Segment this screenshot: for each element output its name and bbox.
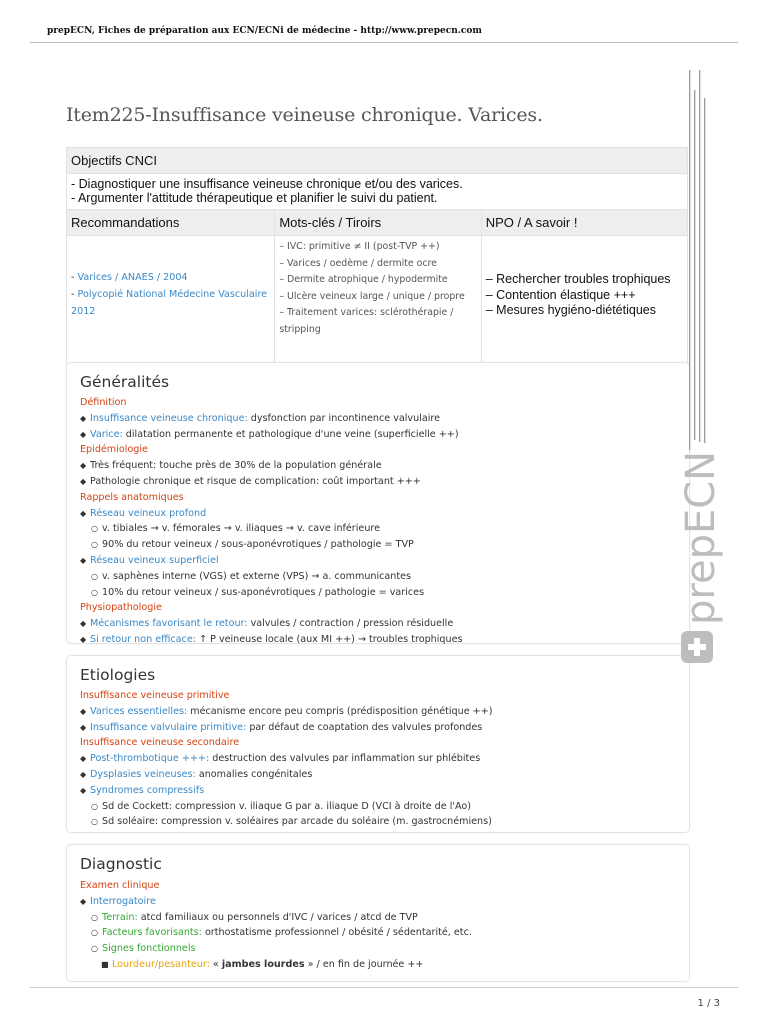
section-diagnostic bbox=[66, 844, 690, 982]
diamond-bullet-icon: ◆ bbox=[80, 619, 87, 629]
item-term: Mécanismes favorisant le retour: bbox=[90, 618, 248, 630]
diamond-bullet-icon: ◆ bbox=[80, 555, 87, 565]
diamond-bullet-icon: ◆ bbox=[80, 785, 87, 795]
item-text: ↑ P veineuse locale (aux MI ++) → troubles trophiques bbox=[195, 633, 463, 645]
item-text: Très fréquent: touche près de 30% de la population générale bbox=[90, 460, 382, 472]
list-item bbox=[80, 894, 472, 910]
item-text: v. tibiales → v. fémorales → v. iliaques → v. cave inférieure bbox=[102, 523, 381, 535]
legal-fine-print bbox=[686, 70, 712, 450]
item-term: Insuffisance veineuse chronique: bbox=[90, 412, 248, 424]
item-text: Sd soléaire: compression v. soléaires par arcade du soléaire (m. gastrocnémiens) bbox=[102, 816, 492, 828]
circle-bullet-icon: ○ bbox=[91, 801, 98, 811]
footer-divider bbox=[30, 987, 738, 988]
recommendations-cell bbox=[67, 236, 275, 364]
item-text: » / en fin de journée ++ bbox=[304, 958, 424, 970]
item-term: Lourdeur/pesanteur: bbox=[112, 958, 210, 970]
item-term: Réseau veineux profond bbox=[90, 507, 207, 519]
diamond-bullet-icon: ◆ bbox=[80, 754, 87, 764]
list-item bbox=[80, 458, 462, 474]
list-item bbox=[80, 506, 462, 522]
item-text: Pathologie chronique et risque de complication: coût important +++ bbox=[90, 475, 421, 487]
item-term: Réseau veineux superficiel bbox=[90, 554, 219, 566]
category-heading: Insuffisance veineuse secondaire bbox=[80, 737, 240, 749]
circle-bullet-icon: ○ bbox=[91, 540, 98, 550]
list-item bbox=[80, 783, 493, 799]
item-text: v. saphènes interne (VGS) et externe (VPS) → a. communicantes bbox=[102, 570, 412, 582]
list-item bbox=[80, 521, 462, 537]
list-item bbox=[80, 941, 472, 957]
logo-cross-icon bbox=[681, 631, 713, 663]
section-title: Diagnostic bbox=[80, 855, 162, 873]
list-item bbox=[80, 427, 462, 443]
list-item bbox=[80, 474, 462, 490]
list-item bbox=[80, 704, 493, 720]
item-term: Insuffisance valvulaire primitive: bbox=[90, 721, 247, 733]
list-item bbox=[80, 799, 493, 815]
item-term: Syndromes compressifs bbox=[90, 784, 205, 796]
npo-line: – Contention élastique +++ bbox=[485, 287, 636, 302]
list-item bbox=[80, 411, 462, 427]
item-text: valvules / contraction / pression résiduelle bbox=[247, 618, 454, 630]
item-term: Interrogatoire bbox=[90, 895, 156, 907]
item-term: Signes fonctionnels bbox=[102, 943, 196, 955]
diamond-bullet-icon: ◆ bbox=[80, 706, 87, 716]
item-text: par défaut de coaptation des valvules profondes bbox=[246, 721, 483, 733]
diamond-bullet-icon: ◆ bbox=[80, 461, 87, 471]
diamond-bullet-icon: ◆ bbox=[80, 413, 87, 423]
keyword-line: – IVC: primitive ≠ II (post-TVP ++) bbox=[279, 241, 440, 252]
circle-bullet-icon: ○ bbox=[91, 587, 98, 597]
item-text: anomalies congénitales bbox=[195, 768, 313, 780]
diamond-bullet-icon: ◆ bbox=[80, 429, 87, 439]
objectives-header: Objectifs CNCI bbox=[67, 148, 688, 174]
item-text: atcd familiaux ou personnels d'IVC / varices / atcd de TVP bbox=[137, 911, 418, 923]
item-term: Terrain: bbox=[102, 911, 138, 923]
objective-line: - Argumenter l'attitude thérapeutique et planifier le suivi du patient. bbox=[71, 190, 438, 205]
item-text: « bbox=[209, 958, 222, 970]
circle-bullet-icon: ○ bbox=[91, 944, 98, 954]
list-item bbox=[80, 910, 472, 926]
header-divider bbox=[30, 42, 738, 43]
list-item bbox=[80, 553, 462, 569]
category-heading: Rappels anatomiques bbox=[80, 491, 184, 503]
item-text: 10% du retour veineux / sus-aponévrotiques / pathologie = varices bbox=[102, 586, 425, 598]
recommendation-item: - Polycopié National Médecine Vasculaire 2012 bbox=[71, 289, 268, 317]
item-text: orthostatisme professionnel / obésité / sédentarité, etc. bbox=[201, 927, 472, 939]
item-term: Post-thrombotique +++: bbox=[90, 753, 210, 765]
category-heading: Examen clinique bbox=[80, 880, 160, 891]
circle-bullet-icon: ○ bbox=[91, 912, 98, 922]
list-item bbox=[80, 616, 462, 632]
section-title: Etiologies bbox=[80, 666, 156, 684]
col-header-npo: NPO / A savoir ! bbox=[481, 210, 687, 236]
list-item bbox=[80, 957, 472, 973]
col-header-recommandations: Recommandations bbox=[67, 210, 275, 236]
item-text: 90% du retour veineux / sous-aponévrotiques / pathologie = TVP bbox=[102, 539, 414, 551]
diamond-bullet-icon: ◆ bbox=[80, 769, 87, 779]
circle-bullet-icon: ○ bbox=[91, 524, 98, 534]
list-item bbox=[80, 632, 462, 648]
list-item bbox=[80, 720, 493, 736]
circle-bullet-icon: ○ bbox=[91, 817, 98, 827]
keywords-cell bbox=[275, 236, 481, 364]
item-term: Varice: bbox=[90, 428, 123, 440]
col-header-mots-cles: Mots-clés / Tiroirs bbox=[275, 210, 481, 236]
diamond-bullet-icon: ◆ bbox=[80, 476, 87, 486]
keyword-line: – Ulcère veineux large / unique / propre bbox=[279, 290, 465, 302]
list-item bbox=[80, 585, 462, 601]
square-bullet-icon: ■ bbox=[101, 959, 109, 969]
section-title: Généralités bbox=[80, 373, 170, 391]
diamond-bullet-icon: ◆ bbox=[80, 634, 87, 644]
keyword-line: – Varices / oedème / dermite ocre bbox=[279, 257, 437, 269]
item-term: Varices essentielles: bbox=[90, 705, 188, 717]
recommendation-item: - Varices / ANAES / 2004 bbox=[71, 272, 188, 283]
item-bold-text: jambes lourdes bbox=[221, 958, 305, 970]
section-content bbox=[80, 688, 493, 830]
item-text: Sd de Cockett: compression v. iliaque G par a. iliaque D (VCI à droite de l'Ao) bbox=[102, 800, 472, 812]
list-item bbox=[80, 751, 493, 767]
circle-bullet-icon: ○ bbox=[91, 928, 98, 938]
item-term: Si retour non efficace: bbox=[90, 633, 196, 645]
list-item bbox=[80, 767, 493, 783]
item-term: Dysplasies veineuses: bbox=[90, 768, 196, 780]
npo-line: – Rechercher troubles trophiques bbox=[485, 272, 671, 286]
circle-bullet-icon: ○ bbox=[91, 571, 98, 581]
section-etiologies bbox=[66, 655, 690, 833]
section-generalites bbox=[66, 362, 690, 644]
keyword-line: – Dermite atrophique / hypodermite bbox=[279, 274, 448, 286]
npo-line: – Mesures hygiéno-diététiques bbox=[485, 303, 656, 317]
keyword-line: – Traitement varices: sclérothérapie / stripping bbox=[279, 307, 454, 335]
diamond-bullet-icon: ◆ bbox=[80, 722, 87, 732]
diamond-bullet-icon: ◆ bbox=[80, 896, 87, 906]
item-term: Facteurs favorisants: bbox=[102, 927, 202, 939]
item-text: mécanisme encore peu compris (prédisposition génétique ++) bbox=[187, 705, 493, 717]
page-number: 1 / 3 bbox=[697, 998, 720, 1009]
list-item bbox=[80, 925, 472, 941]
item-text: dysfonction par incontinence valvulaire bbox=[247, 412, 441, 424]
section-content bbox=[80, 395, 462, 648]
prepecn-logo bbox=[678, 450, 724, 670]
document-title: Item225-Insuffisance veineuse chronique. Varices. bbox=[66, 104, 543, 126]
logo-wordmark: prepECN bbox=[678, 450, 724, 625]
category-heading: Définition bbox=[80, 397, 127, 408]
section-content bbox=[80, 878, 472, 973]
list-item bbox=[80, 537, 462, 553]
recommendation-link[interactable]: Polycopié National Médecine Vasculaire 2012 bbox=[71, 289, 268, 317]
category-heading: Physiopathologie bbox=[80, 602, 162, 614]
page-header-title: prepECN, Fiches de préparation aux ECN/ECNi de médecine - http://www.prepecn.com bbox=[47, 26, 482, 36]
list-item bbox=[80, 814, 493, 830]
category-heading: Epidémiologie bbox=[80, 444, 148, 456]
item-text: destruction des valvules par inflammation sur phlébites bbox=[209, 753, 481, 765]
objectives-table bbox=[66, 147, 688, 364]
recommendation-link[interactable]: Varices / ANAES / 2004 bbox=[77, 272, 188, 283]
item-text: dilatation permanente et pathologique d'une veine (superficielle ++) bbox=[122, 428, 459, 440]
list-item bbox=[80, 569, 462, 585]
diamond-bullet-icon: ◆ bbox=[80, 508, 87, 518]
npo-cell bbox=[481, 236, 687, 364]
objective-line: - Diagnostiquer une insuffisance veineuse chronique et/ou des varices. bbox=[71, 177, 463, 191]
category-heading: Insuffisance veineuse primitive bbox=[80, 690, 230, 701]
objectives-cell bbox=[67, 174, 688, 210]
